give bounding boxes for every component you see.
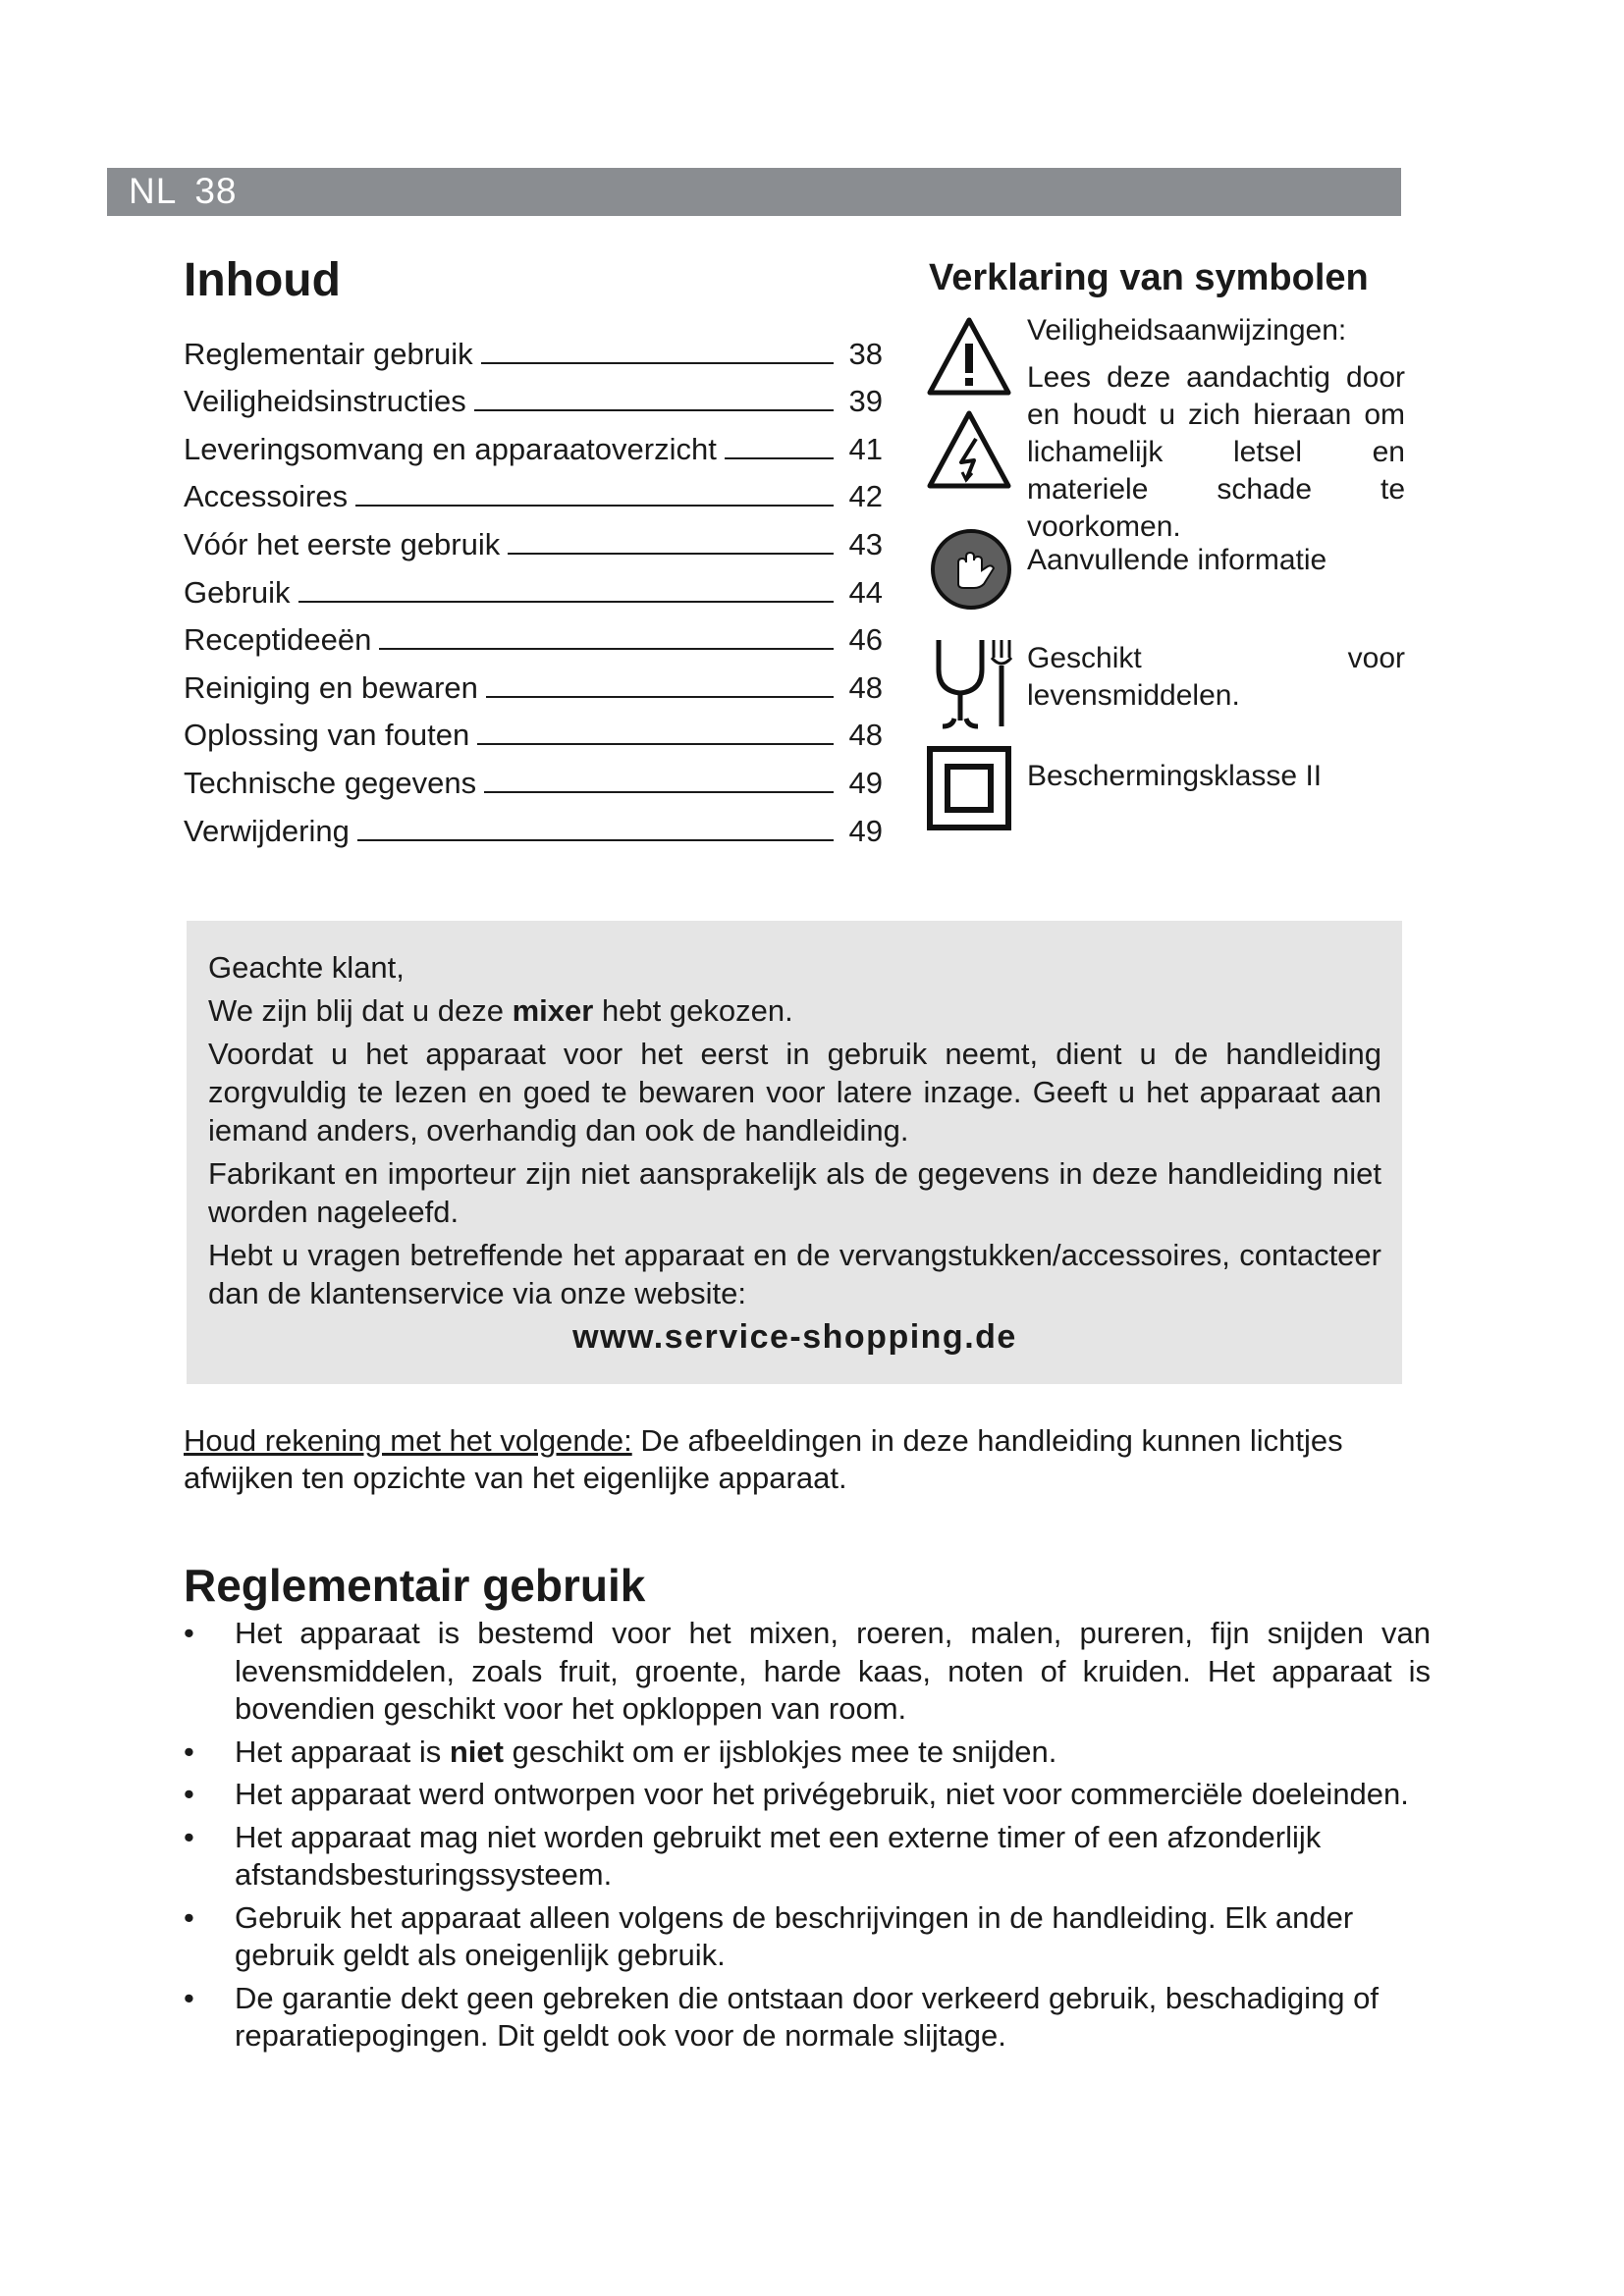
intro-line	[208, 991, 1381, 1030]
toc-item-label: Oplossing van fouten	[184, 718, 470, 753]
toc-item-page: 38	[848, 336, 883, 371]
usage-item-text-post: geschikt om er ijsblokjes mee te snijden.	[503, 1734, 1057, 1769]
toc-leader	[508, 553, 834, 555]
toc-item-page: 49	[848, 765, 883, 800]
safety-heading: Veiligheidsaanwijzingen:	[1027, 314, 1347, 347]
toc-item-label: Vóór het eerste gebruik	[184, 526, 501, 561]
info-text: Aanvullende informatie	[1027, 544, 1327, 576]
toc-item	[184, 467, 883, 515]
toc-leader	[725, 457, 834, 459]
usage-list	[184, 1615, 1431, 2060]
toc-item-label: Technische gegevens	[184, 765, 477, 800]
usage-item-text-pre: Het apparaat is	[235, 1734, 450, 1769]
customer-info-content	[208, 948, 1381, 1362]
bullet-mark: •	[184, 1777, 194, 1811]
toc-item-page: 48	[848, 669, 883, 705]
toc-item	[184, 562, 883, 611]
toc-leader	[355, 505, 834, 507]
toc-list	[184, 324, 883, 849]
bullet-mark: •	[184, 1734, 194, 1769]
usage-item	[184, 1899, 1431, 1975]
toc-item	[184, 419, 883, 467]
electric-warning-icon	[927, 409, 1011, 490]
toc-item-label: Gebruik	[184, 574, 291, 610]
toc-item-label: Leveringsomvang en apparaatoverzicht	[184, 431, 717, 466]
bullet-mark: •	[184, 1616, 194, 1650]
toc-item	[184, 372, 883, 420]
section-title: Reglementair gebruik	[184, 1560, 646, 1611]
toc-item-label: Accessoires	[184, 479, 349, 514]
usage-item	[184, 1776, 1431, 1814]
note-label: Houd rekening met het volgende:	[184, 1423, 632, 1458]
product-name: mixer	[512, 993, 594, 1028]
toc-item-page: 42	[848, 479, 883, 514]
customer-info-box	[187, 921, 1402, 1384]
toc-item-page: 41	[848, 431, 883, 466]
toc-item-page: 49	[848, 813, 883, 848]
usage-item-text: Het apparaat werd ontworpen voor het privégebruik, niet voor commerciële doeleinden.	[235, 1777, 1409, 1811]
note-paragraph	[184, 1422, 1401, 1497]
toc-leader	[379, 648, 834, 650]
toc-item	[184, 706, 883, 754]
language-code: NL	[129, 171, 178, 211]
toc-leader	[484, 791, 834, 793]
usage-item-text: De garantie dekt geen gebreken die ontstaan door verkeerd gebruik, beschadiging of reparatiepogingen. Dit geldt ook voor de normale slijtage.	[235, 1980, 1380, 2053]
usage-item	[184, 1615, 1431, 1729]
toc-item-page: 48	[848, 718, 883, 753]
toc-item-label: Receptideeën	[184, 622, 372, 658]
toc-item	[184, 753, 883, 801]
page-header-bar	[107, 168, 1401, 216]
toc-item	[184, 658, 883, 706]
greeting: Geachte klant,	[208, 950, 405, 985]
symbols-title: Verklaring van symbolen	[929, 257, 1369, 298]
warning-triangle-icon	[927, 316, 1011, 397]
usage-item-text: Gebruik het apparaat alleen volgens de beschrijvingen in de handleiding. Elk ander gebruik geldt als oneigenlijk gebruik.	[235, 1899, 1354, 1972]
toc-item	[184, 611, 883, 659]
food-safe-icon	[933, 636, 1015, 730]
usage-item	[184, 1819, 1431, 1895]
toc-item-page: 43	[848, 526, 883, 561]
toc-leader	[477, 743, 834, 745]
toc-leader	[298, 601, 834, 603]
toc-item-page: 39	[848, 384, 883, 419]
toc-item	[184, 514, 883, 562]
page-number: 38	[194, 171, 238, 211]
service-website-link[interactable]: www.service-shopping.de	[572, 1318, 1017, 1356]
usage-item	[184, 1734, 1431, 1772]
toc-item-label: Veiligheidsinstructies	[184, 384, 466, 419]
toc-leader	[474, 409, 834, 411]
usage-item-emphasis: niet	[449, 1734, 504, 1769]
toc-item-label: Verwijdering	[184, 813, 350, 848]
toc-item-label: Reglementair gebruik	[184, 336, 473, 371]
protection-class-ii-icon	[927, 746, 1011, 830]
intro-line-pre: We zijn blij dat u deze	[208, 993, 513, 1028]
safety-text: Lees deze aandachtig door en houdt u zich hieraan om lichamelijk letsel en materiele schade te voorkomen.	[1027, 361, 1405, 543]
note-text: De afbeeldingen in deze handleiding kunnen lichtjes afwijken ten opzichte van het eigenlijke apparaat.	[184, 1423, 1343, 1495]
usage-item	[184, 1980, 1431, 2056]
bullet-mark: •	[184, 1819, 194, 1854]
intro-paragraph-1: Voordat u het apparaat voor het eerst in gebruik neemt, dient u de handleiding zorgvuldig te lezen en goed te bewaren voor latere inzage. Geeft u het apparaat aan iemand anders, overhandig dan ook de handleiding.	[208, 1037, 1381, 1148]
food-text: Geschikt voor levensmiddelen.	[1027, 642, 1405, 712]
toc-leader	[357, 839, 834, 841]
toc-item-label: Reiniging en bewaren	[184, 669, 478, 705]
intro-paragraph-2: Fabrikant en importeur zijn niet aansprakelijk als de gegevens in deze handleiding niet worden nageleefd.	[208, 1156, 1381, 1229]
toc-item	[184, 324, 883, 372]
toc-leader	[481, 362, 834, 364]
bullet-mark: •	[184, 1980, 194, 2015]
class-text: Beschermingsklasse II	[1027, 760, 1323, 792]
toc-item-page: 46	[848, 622, 883, 658]
intro-line-post: hebt gekozen.	[593, 993, 793, 1028]
bullet-mark: •	[184, 1899, 194, 1935]
toc-item-page: 44	[848, 574, 883, 610]
toc-item	[184, 801, 883, 849]
usage-item-text: Het apparaat mag niet worden gebruikt met een externe timer of een afzonderlijk afstandsbesturingssysteem.	[235, 1819, 1322, 1892]
usage-item-text: Het apparaat is bestemd voor het mixen, roeren, malen, pureren, fijn snijden van levensmiddelen, zoals fruit, groente, harde kaas, noten of kruiden. Het apparaat is bovendien geschikt voor het opkloppen van room.	[235, 1616, 1431, 1726]
intro-paragraph-3: Hebt u vragen betreffende het apparaat en de vervangstukken/accessoires, contacteer dan de klantenservice via onze website:	[208, 1238, 1381, 1310]
hand-info-icon	[929, 527, 1013, 612]
toc-leader	[486, 696, 834, 698]
page-header-text	[129, 171, 237, 212]
toc-title: Inhoud	[184, 254, 341, 306]
